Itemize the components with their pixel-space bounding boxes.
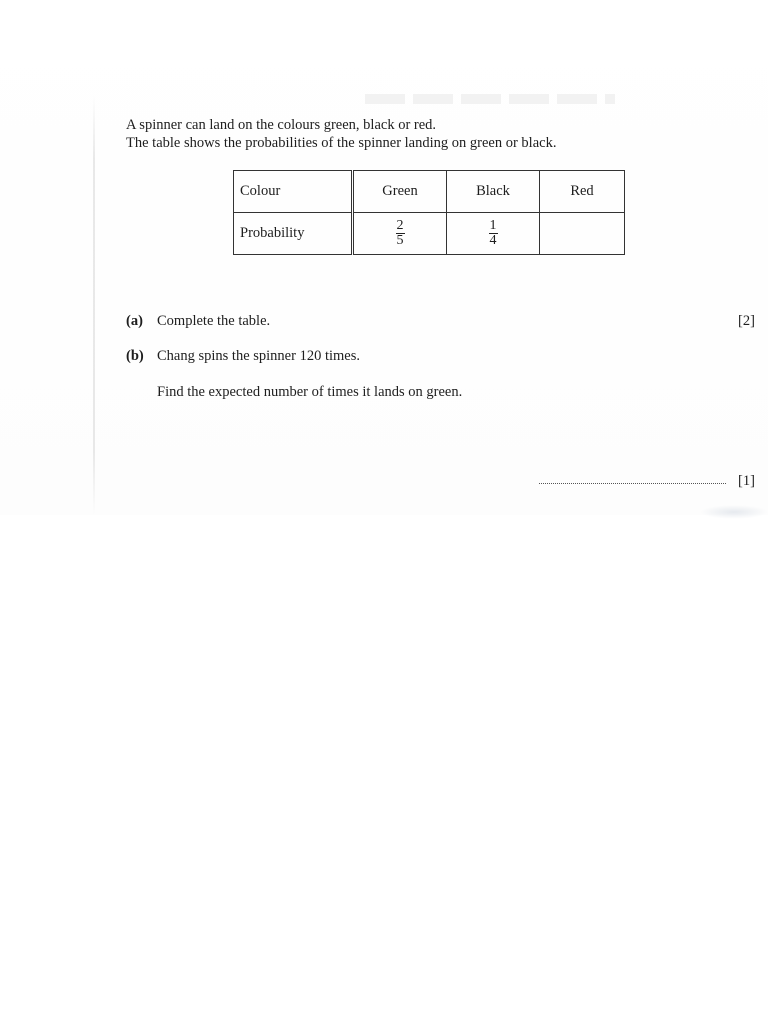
probability-red-cell[interactable] bbox=[540, 213, 625, 255]
part-b bbox=[0, 347, 768, 367]
header-label-cell: Colour bbox=[234, 171, 353, 213]
part-b-marks: [1] bbox=[738, 473, 755, 489]
part-a-text: Complete the table. bbox=[157, 313, 271, 329]
part-a bbox=[0, 312, 768, 332]
part-b-line-1: Chang spins the spinner 120 times. bbox=[157, 348, 360, 364]
colour-black-cell: Black bbox=[447, 171, 540, 213]
part-b-line-2: Find the expected number of times it lands on green. bbox=[157, 384, 463, 400]
fraction-denominator: 5 bbox=[396, 233, 404, 248]
intro-line-2: The table shows the probabilities of the spinner landing on green or black. bbox=[126, 135, 557, 151]
scan-artifact-bottom bbox=[700, 505, 768, 519]
probability-table bbox=[233, 170, 625, 255]
fraction-numerator: 2 bbox=[396, 218, 404, 233]
table-header-row bbox=[234, 171, 625, 213]
part-b-label: (b) bbox=[126, 348, 144, 364]
part-a-marks: [2] bbox=[738, 313, 755, 329]
answer-line[interactable] bbox=[539, 483, 726, 484]
part-a-label: (a) bbox=[126, 313, 143, 329]
fraction-denominator: 4 bbox=[489, 233, 497, 248]
colour-red-cell: Red bbox=[540, 171, 625, 213]
probability-black-cell bbox=[447, 213, 540, 255]
question-intro bbox=[126, 116, 556, 152]
intro-line-1: A spinner can land on the colours green, black or red. bbox=[126, 117, 437, 133]
probability-green-cell bbox=[353, 213, 447, 255]
row-label-cell: Probability bbox=[234, 213, 353, 255]
part-b-instruction bbox=[0, 383, 768, 403]
scan-artifact-top bbox=[365, 94, 615, 104]
fraction-green bbox=[396, 219, 405, 248]
page-edge-shadow bbox=[93, 95, 95, 515]
fraction-black bbox=[489, 219, 498, 248]
colour-green-cell: Green bbox=[353, 171, 447, 213]
table-probability-row bbox=[234, 213, 625, 255]
fraction-numerator: 1 bbox=[489, 218, 497, 233]
